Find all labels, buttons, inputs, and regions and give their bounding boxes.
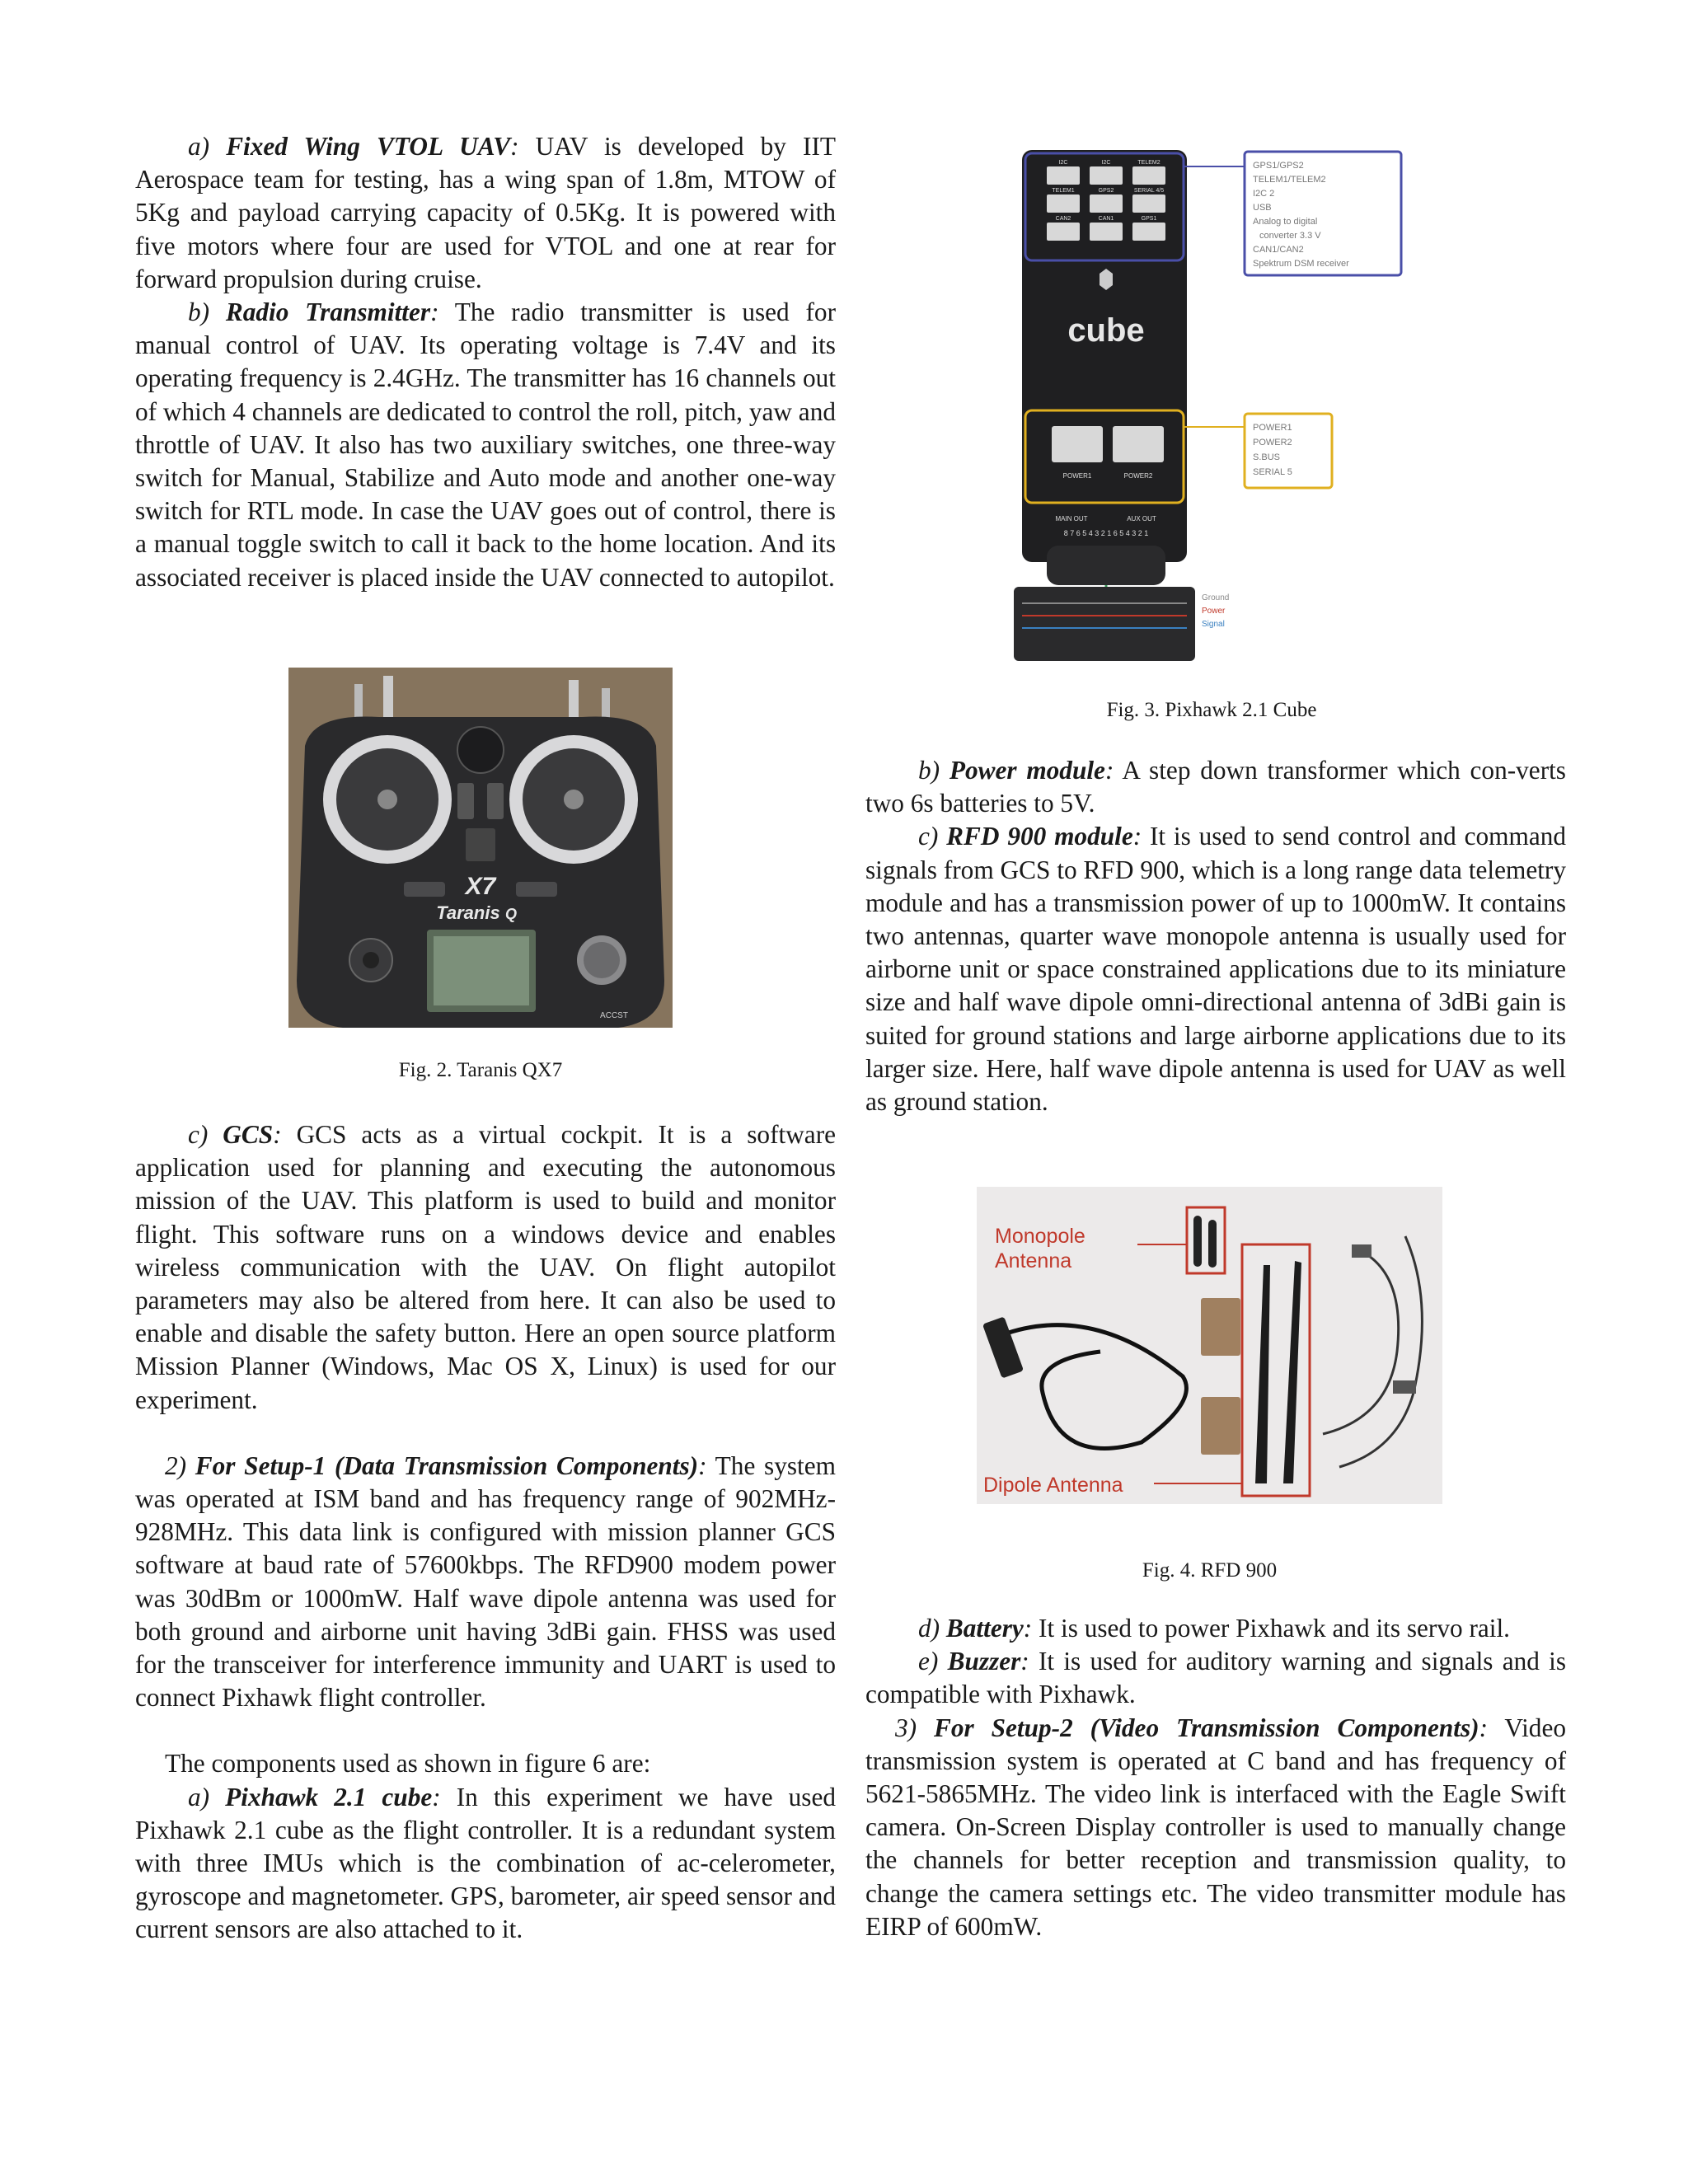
label-dipole: Dipole Antenna (983, 1474, 1123, 1497)
heading-setup-1: For Setup-1 (Data Transmission Components) (195, 1451, 699, 1480)
figure-taranis-qx7 (288, 668, 673, 1028)
port-label-6: SERIAL 4/5 (1133, 188, 1165, 194)
callout-top-3: I2C 2 (1253, 189, 1275, 199)
taranis-model-label: X7 (465, 873, 496, 900)
paragraph-gcs: c) GCS: GCS acts as a virtual cockpit. It is a software application used for planning and executing the autonomous mission of the UAV. This platform is used to build and monitor flight. This software runs on a windows device and enables wireless communication with the UAV. On flight autopilot parameters may also be altered from here. It can also be used to enable and disable the safety button. Here an open source platform Mission Planner (Windows, Mac OS X, Linux) is used for our experiment. (135, 1120, 837, 1414)
paragraph-setup-2: 3) For Setup-2 (Video Transmission Components): Video transmission system is operated at C band and has frequency of 5621-5865MHz. The video link is interfaced with the Eagle Swift camera. On-Screen Display controller is used to manually change the channels for better reception and transmission quality, to change the camera settings etc. The video transmitter module has EIRP of 600mW. (865, 1713, 1566, 1941)
connector-power-label: Power (1202, 607, 1226, 616)
paragraph-power-module: b) Power module: A step down transformer which con-verts two 6s batteries to 5V. (865, 756, 1566, 818)
paragraph-setup-1: 2) For Setup-1 (Data Transmission Components): The system was operated at ISM band and has frequency range of 902MHz-928MHz. This data link is configured with mission planner GCS software at baud rate of 57600kbps. The RFD900 modem power was 30dBm or 1000mW. Half wave dipole antenna was used for both ground and airborne unit having 3dBi gain. FHSS was used for the transceiver for interference immunity and UART is used to connect Pixhawk flight controller. (135, 1451, 836, 1713)
rail-numbers: 8 7 6 5 4 3 2 1 6 5 4 3 2 1 (1063, 529, 1149, 537)
callout-bottom-2: POWER2 (1253, 438, 1292, 448)
main-out-label: MAIN OUT (1055, 515, 1088, 523)
pixhawk-diagram (1014, 142, 1409, 666)
heading-power-module: Power module (949, 756, 1105, 785)
heading-battery: Battery (945, 1614, 1024, 1643)
paragraph-fixed-wing: a) Fixed Wing VTOL UAV: UAV is developed by IIT Aerospace team for testing, has a wing span of 1.8m, MTOW of 5Kg and payload carrying capacity of 0.5Kg. It is powered with five motors where four are used for VTOL and one at rear for forward propulsion during cruise. (135, 132, 836, 293)
label-monopole-line1: Monopole (995, 1225, 1085, 1248)
aux-out-label: AUX OUT (1127, 515, 1156, 523)
heading-radio-transmitter: Radio Transmitter (225, 298, 431, 327)
cube-logo-text: cube (1067, 312, 1145, 349)
rfd900-photo (977, 1187, 1442, 1504)
callout-bottom-3: S.BUS (1253, 452, 1281, 462)
port-label-1: I2C (1058, 160, 1068, 166)
power2-port-label: POWER2 (1123, 472, 1153, 480)
connector-signal-label: Signal (1202, 620, 1225, 629)
power1-port-label: POWER1 (1062, 472, 1092, 480)
heading-gcs: GCS (223, 1120, 274, 1149)
taranis-photo (288, 668, 673, 1028)
taranis-brand-suffix: Q (504, 906, 518, 922)
left-column-top (135, 130, 836, 594)
taranis-badge: ACCST (600, 1011, 628, 1020)
caption-fig4: Fig. 4. RFD 900 (1142, 1559, 1278, 1582)
right-column-lower (865, 1612, 1566, 1943)
callout-top-6: converter 3.3 V (1259, 231, 1321, 241)
taranis-brand-label: Taranis (436, 902, 500, 923)
heading-buzzer: Buzzer (947, 1647, 1021, 1676)
callout-bottom-4: SERIAL 5 (1253, 467, 1292, 477)
port-label-5: GPS2 (1098, 188, 1114, 194)
paragraph-buzzer: e) Buzzer: It is used for auditory warning and signals and is compatible with Pixhawk. (865, 1647, 1567, 1709)
port-label-9: GPS1 (1141, 216, 1157, 222)
paragraph-battery: d) Battery: It is used to power Pixhawk and its servo rail. (918, 1614, 1511, 1643)
figure-rfd900 (977, 1187, 1442, 1504)
label-monopole-line2: Antenna (995, 1249, 1072, 1272)
port-label-3: TELEM2 (1137, 160, 1160, 166)
paragraph-components: The components used as shown in figure 6 are: (165, 1749, 651, 1779)
paragraph-radio-transmitter: b) Radio Transmitter: The radio transmitter is used for manual control of UAV. Its operating voltage is 7.4V and its operating frequency is 2.4GHz. The transmitter has 16 channels out of which 4 channels are dedicated to control the roll, pitch, yaw and throttle of UAV. It also has two auxiliary switches, one three-way switch for Manual, Stabilize and Auto mode and another one-way switch for RTL mode. In case the UAV goes out of control, there is a manual toggle switch to call it back to the home location. And its associated receiver is placed inside the UAV connected to autopilot. (135, 298, 836, 592)
heading-rfd900: RFD 900 module (946, 822, 1133, 851)
heading-fixed-wing: Fixed Wing VTOL UAV (226, 132, 511, 161)
caption-fig3: Fig. 3. Pixhawk 2.1 Cube (1106, 699, 1317, 721)
callout-top-4: USB (1253, 203, 1272, 213)
callout-top-1: GPS1/GPS2 (1253, 161, 1304, 171)
left-column-bottom (135, 1118, 836, 1947)
port-label-8: CAN1 (1098, 216, 1114, 222)
figure-pixhawk-cube (1014, 142, 1409, 666)
callout-bottom-1: POWER1 (1253, 423, 1292, 433)
paragraph-rfd900: c) RFD 900 module: It is used to send control and command signals from GCS to RFD 900, which is a long range data telemetry module and has a transmission power of up to 1000mW. It contains two antennas, quarter wave monopole antenna is usually used for airborne unit or space constrained applications due to its miniature size and half wave dipole omni-directional antenna of 3dBi gain is suited for ground stations and large airborne applications due to its larger size. Here, half wave dipole antenna is used for UAV as well as ground station. (865, 822, 1567, 1117)
callout-top-7: CAN1/CAN2 (1253, 245, 1304, 255)
callout-top-5: Analog to digital (1253, 217, 1318, 227)
connector-ground-label: Ground (1202, 593, 1230, 602)
caption-fig2: Fig. 2. Taranis QX7 (398, 1059, 563, 1081)
right-column-upper (865, 754, 1566, 1118)
port-label-4: TELEM1 (1052, 188, 1075, 194)
callout-top-2: TELEM1/TELEM2 (1253, 175, 1326, 185)
heading-setup-2: For Setup-2 (Video Transmission Components) (934, 1713, 1479, 1742)
port-label-2: I2C (1101, 160, 1111, 166)
port-label-7: CAN2 (1055, 216, 1071, 222)
paragraph-pixhawk: a) Pixhawk 2.1 cube: In this experiment we have used Pixhawk 2.1 cube as the flight controller. It is a redundant system with three IMUs which is the combination of ac-celerometer, gyroscope and magnetometer. GPS, barometer, air speed sensor and current sensors are also attached to it. (135, 1782, 837, 1944)
heading-pixhawk: Pixhawk 2.1 cube (225, 1782, 433, 1811)
callout-top-8: Spektrum DSM receiver (1253, 259, 1349, 269)
